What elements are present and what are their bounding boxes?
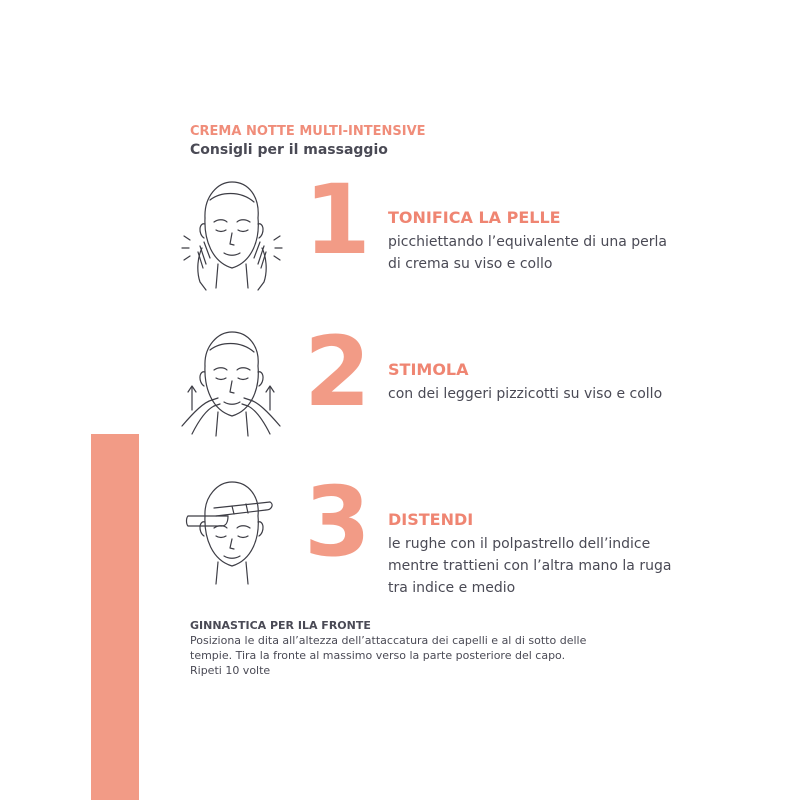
step-1 — [170, 164, 670, 313]
step-heading: DISTENDI — [388, 510, 474, 529]
face-tapping-icon — [170, 178, 290, 313]
step-number: 3 — [304, 466, 371, 578]
step-description: con dei leggeri pizzicotti su viso e collo — [388, 386, 663, 402]
step-number: 2 — [304, 316, 371, 428]
step-heading: TONIFICA LA PELLE — [388, 208, 561, 227]
step-number: 1 — [304, 164, 371, 276]
note-line: Ripeti 10 volte — [190, 664, 271, 677]
note-line: Posiziona le dita all’altezza dell’attaccatura dei capelli e al di sotto delle — [190, 634, 587, 647]
forehead-exercise-note — [190, 618, 670, 678]
note-line: tempie. Tira la fronte al massimo verso la parte posteriore del capo. — [190, 649, 566, 662]
product-name: CREMA NOTTE MULTI-INTENSIVE — [190, 124, 426, 139]
face-pinching-icon — [170, 330, 290, 465]
accent-bar — [91, 434, 139, 800]
step-description: picchiettando l’equivalente di una perla di crema su viso e collo — [388, 234, 668, 272]
page-title: Consigli per il massaggio — [190, 142, 388, 158]
step-3 — [170, 466, 672, 615]
note-title: GINNASTICA PER ILA FRONTE — [190, 619, 371, 632]
step-2 — [170, 316, 670, 465]
step-heading: STIMOLA — [388, 360, 469, 379]
face-stretching-icon — [170, 480, 290, 615]
step-description: le rughe con il polpastrello dell’indice mentre trattieni con l’altra mano la ruga tra indice e medio — [388, 536, 672, 596]
